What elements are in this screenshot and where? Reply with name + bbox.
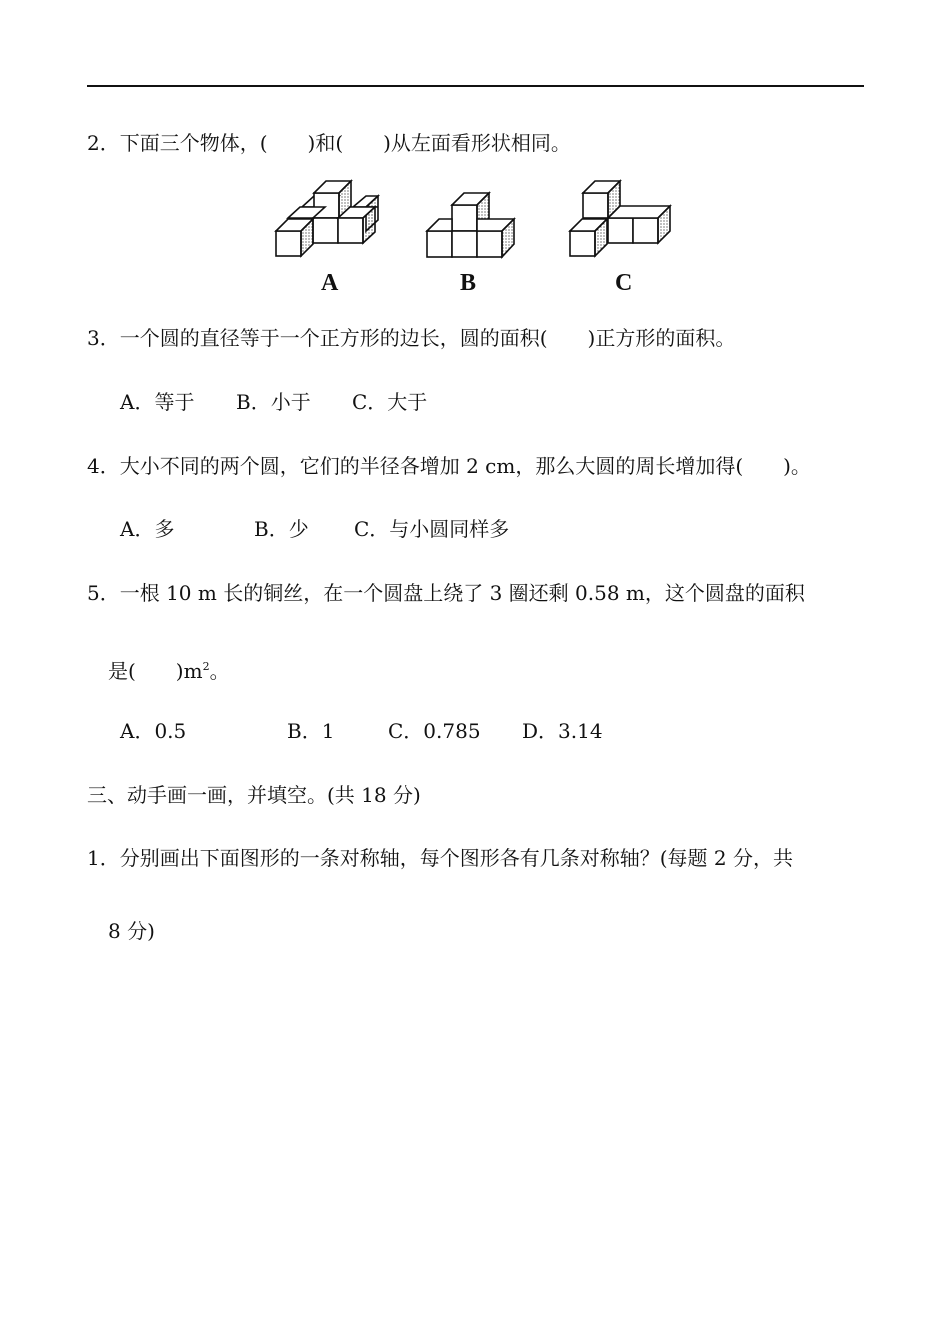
top-rule: [87, 85, 864, 87]
q3-text: 3．一个圆的直径等于一个正方形的边长，圆的面积( )正方形的面积。: [87, 326, 736, 350]
q5-option-a: A．0.5: [120, 719, 187, 743]
cube-figure-c: [567, 178, 677, 260]
q5-text-continued: 是( )$m^2$。: [108, 659, 230, 683]
q3-option-c: C．大于: [352, 390, 428, 414]
q3-option-a: A．等于: [120, 390, 195, 414]
q4-option-c: C．与小圆同样多: [354, 517, 510, 541]
figure-label-c: C: [615, 270, 633, 296]
section3-heading: 三、动手画一画，并填空。(共 18 分): [87, 783, 421, 807]
q5-superscript: 2: [202, 660, 210, 673]
q4-option-b: B．少: [254, 517, 309, 541]
q5-option-d: D．3.14: [522, 719, 603, 743]
section3-q1-text: 1．分别画出下面图形的一条对称轴，每个图形各有几条对称轴？(每题 2 分，共: [87, 846, 793, 870]
q2-text: 2．下面三个物体，( )和( )从左面看形状相同。: [87, 131, 571, 155]
q5-option-c: C．0.785: [388, 719, 481, 743]
cube-figure-a: [272, 178, 388, 260]
figure-label-a: A: [321, 270, 339, 296]
q5-text: 5．一根 10 m 长的铜丝，在一个圆盘上绕了 3 圈还剩 0.58 m，这个圆盘的面积: [87, 581, 805, 605]
q4-option-a: A．多: [120, 517, 175, 541]
section3-q1-text-continued: 8 分): [108, 919, 155, 943]
q5-option-b: B．1: [287, 719, 335, 743]
q3-option-b: B．小于: [236, 390, 311, 414]
cube-figure-b: [424, 178, 520, 260]
figure-label-b: B: [460, 270, 477, 296]
q4-text: 4．大小不同的两个圆，它们的半径各增加 2 cm，那么大圆的周长增加得( )。: [87, 454, 811, 478]
